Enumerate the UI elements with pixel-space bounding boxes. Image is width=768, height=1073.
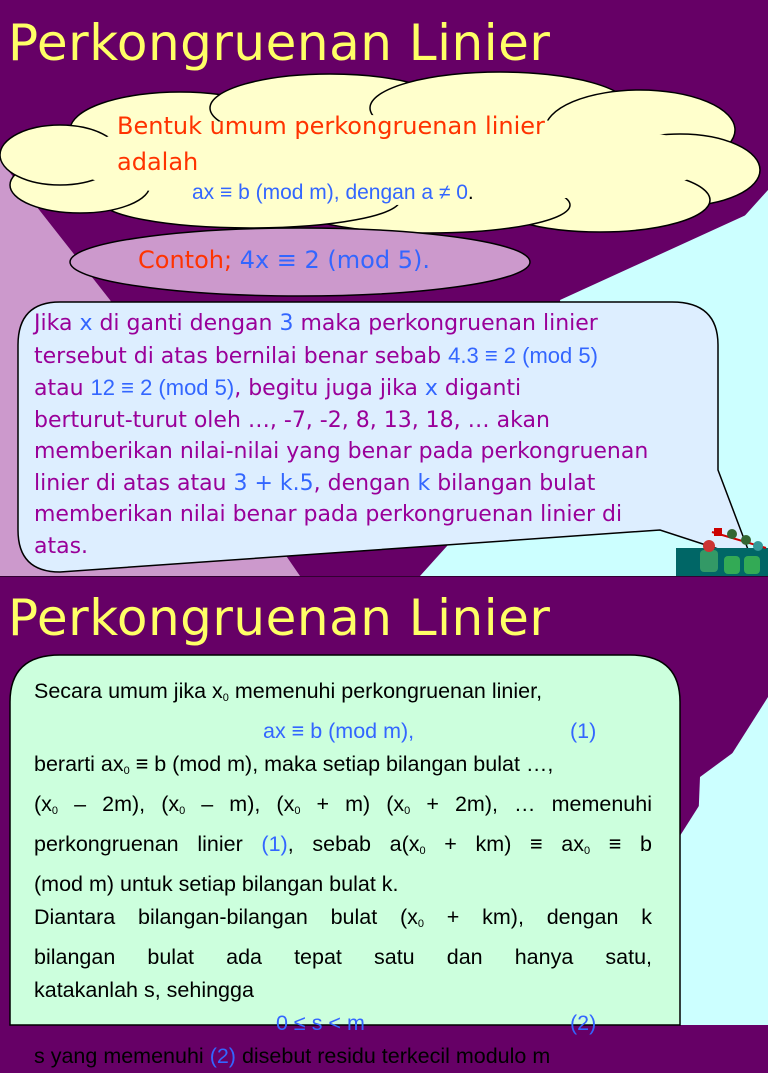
content-line-1: Secara umum jika $x_0$ memenuhi perkongruenan linier, [34,679,543,704]
content-line-4: $(x_0 - 2m)$, $(x_0 - m)$, $(x_0 + m) (x_0 + 2m)$, … memenuhi [34,792,652,817]
callout-line-4: berturut-turut oleh …, -7, -2, 8, 13, 18, … akan [34,407,550,433]
page-title-2: Perkongruenan Linier [8,589,551,647]
equation-1-row [34,715,652,748]
content-line-9: katakanlah s, sehingga [34,978,254,1002]
equation-1-number: (1) [570,719,597,743]
content-line-6: (mod m) untuk setiap bilangan bulat k. [34,872,399,896]
callout-line-5: memberikan nilai-nilai yang benar pada perkongruenan [34,439,649,464]
page-title: Perkongruenan Linier [8,14,551,72]
example-label: Contoh; [138,246,233,274]
content-line-3: berarti $ax_0 \equiv b$ (mod m), maka setiap bilangan bulat …, [34,752,554,777]
example-formula: 4x ≡ 2 (mod 5). [239,246,430,274]
equation-1: ax ≡ b (mod m), [263,719,415,743]
equation-2-row [34,1007,652,1040]
callout-line-3: atau 12 ≡ 2 (mod 5), begitu juga jika x diganti [34,375,522,401]
general-congruence-formula: ax ≡ b (mod m), dengan a ≠ 0 [192,181,468,204]
cloud-heading [117,108,545,180]
cloud-heading-line-1: Bentuk umum perkongruenan linier [117,112,545,140]
cloud-formula [192,181,474,205]
callout-line-6: linier di atas atau 3 + k.5, dengan k bilangan bulat [34,470,596,496]
callout-line-8: atas. [34,533,89,559]
slide-2 [0,576,768,1068]
callout-line-7: memberikan nilai benar pada perkongruenan linier di [34,502,623,527]
equation-ref-1: (1) [261,832,288,856]
callout-line-1: Jika x di ganti dengan 3 maka perkongruenan linier [34,311,598,336]
content-text [34,675,652,1073]
right-decor-shape-2 [690,727,768,1025]
cloud-heading-line-2: adalah [117,148,199,176]
example-line [138,246,430,274]
equation-2-number: (2) [570,1011,597,1035]
content-line-7: Diantara bilangan-bilangan bulat $(x_0 + km)$, dengan k [34,905,652,930]
formula-period: . [467,181,474,204]
content-line-11: s yang memenuhi (2) disebut residu terkecil modulo m [34,1044,551,1068]
equation-2: 0 ≤ s < m [276,1011,365,1035]
callout-line-2: tersebut di atas bernilai benar sebab 4.3 ≡ 2 (mod 5) [34,342,598,369]
callout-text [34,308,684,562]
content-line-8: bilangan bulat ada tepat satu dan hanya satu, [34,945,652,969]
content-line-5: perkongruenan linier (1), sebab $a(x_0 + km) \equiv ax_0 \equiv b$ [34,832,652,857]
equation-ref-2: (2) [209,1044,236,1068]
